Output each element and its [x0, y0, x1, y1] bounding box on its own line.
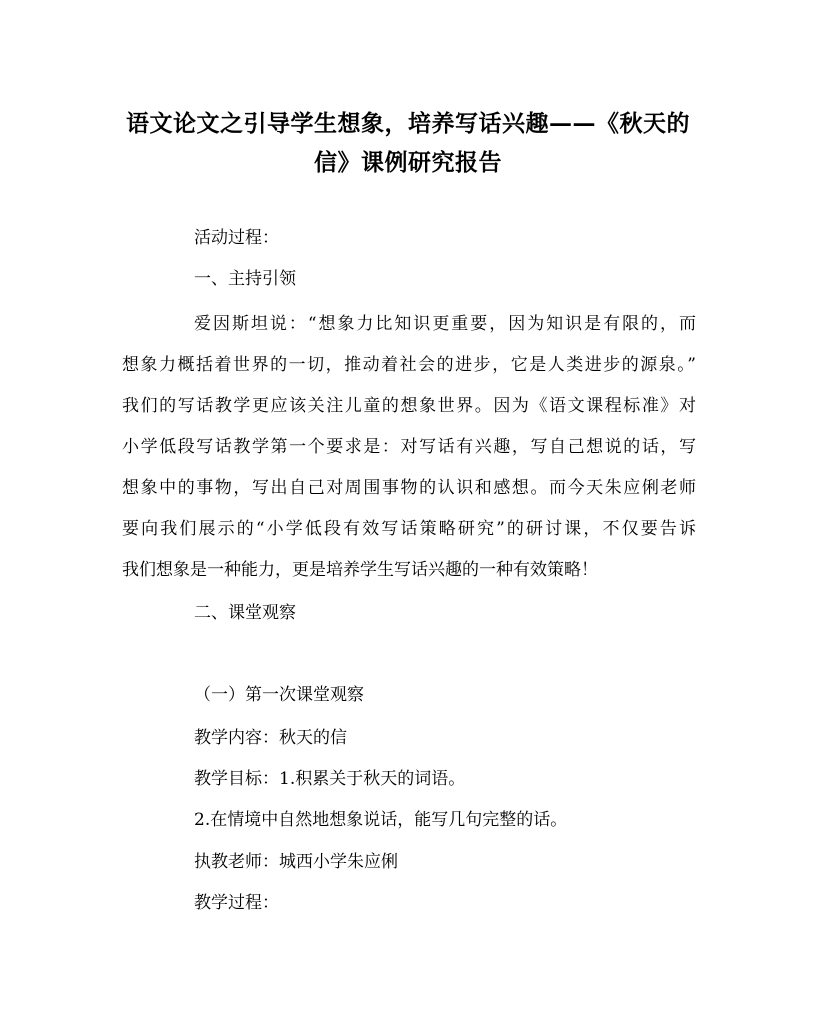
document-title-line-2: 信》课例研究报告 — [314, 149, 502, 176]
activity-process-label: 活动过程： — [194, 228, 279, 248]
paragraph-1-line-4: 小学低段写话教学第一个要求是：对写话有兴趣，写自己想说的话，写 — [122, 437, 696, 457]
section-2-heading: 二、课堂观察 — [194, 603, 296, 623]
paragraph-1-line-5: 想象中的事物，写出自己对周围事物的认识和感想。而今天朱应俐老师 — [122, 478, 696, 498]
teaching-content: 教学内容：秋天的信 — [194, 728, 347, 748]
teacher-info: 执教老师：城西小学朱应俐 — [194, 852, 398, 872]
section-1-heading: 一、主持引领 — [194, 269, 296, 289]
teaching-process-label: 教学过程： — [194, 893, 279, 913]
paragraph-1-line-7: 我们想象是一种能力，更是培养学生写话兴趣的一种有效策略！ — [122, 560, 598, 580]
document-title-line-1: 语文论文之引导学生想象，培养写话兴趣——《秋天的 — [126, 110, 690, 137]
paragraph-1-line-1: 爱因斯坦说：“想象力比知识更重要，因为知识是有限的，而 — [194, 314, 696, 334]
subsection-1-heading: （一）第一次课堂观察 — [194, 685, 364, 705]
paragraph-1-line-6: 要向我们展示的“小学低段有效写话策略研究”的研讨课，不仅要告诉 — [122, 519, 696, 539]
teaching-goal-1: 教学目标：1.积累关于秋天的词语。 — [194, 769, 466, 789]
paragraph-1-line-2: 想象力概括着世界的一切，推动着社会的进步，它是人类进步的源泉。” — [122, 355, 696, 375]
paragraph-1-line-3: 我们的写话教学更应该关注儿童的想象世界。因为《语文课程标准》对 — [122, 396, 696, 416]
teaching-goal-2: 2.在情境中自然地想象说话，能写几句完整的话。 — [194, 810, 568, 830]
